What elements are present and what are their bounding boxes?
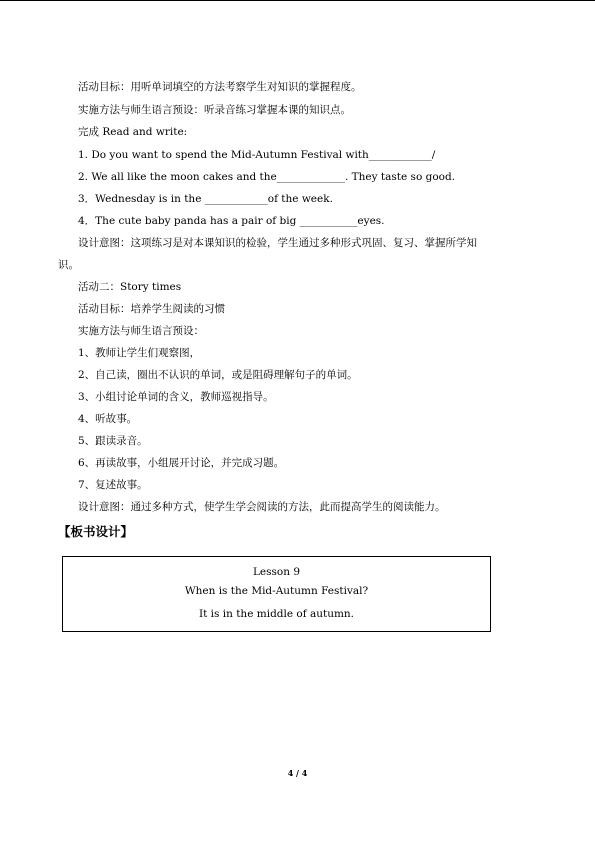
- text-line: 实施方法与师生语言预设：: [78, 325, 204, 337]
- text-line: 活动目标：用听单词填空的方法考察学生对知识的掌握程度。: [78, 81, 362, 93]
- step-item: 7、复述故事。: [78, 479, 148, 491]
- board-question: When is the Mid-Autumn Festival?: [184, 585, 369, 597]
- exercise-item: 2. We all like the moon cakes and the_____________. They taste so good.: [78, 171, 456, 183]
- exercise-item: 4．The cute baby panda has a pair of big ___________eyes.: [78, 215, 385, 227]
- exercise-item: 1. Do you want to spend the Mid-Autumn Festival with____________/: [78, 149, 436, 161]
- step-item: 2、自己读，圈出不认识的单词，或是阻碍理解句子的单词。: [78, 369, 358, 381]
- board-answer: It is in the middle of autumn.: [198, 608, 355, 620]
- text-line: 识。: [58, 259, 79, 271]
- step-item: 6、再读故事，小组展开讨论，并完成习题。: [78, 457, 285, 469]
- board-lesson: Lesson 9: [252, 566, 301, 578]
- text-line: 设计意图：这项练习是对本课知识的检验，学生通过多种形式巩固、复习、掌握所学知: [78, 237, 477, 249]
- text-line: 完成 Read and write:: [78, 126, 188, 138]
- step-item: 3、小组讨论单词的含义，教师巡视指导。: [78, 391, 274, 403]
- page-number: 4 / 4: [287, 768, 308, 778]
- section-heading: 【板书设计】: [58, 524, 134, 539]
- step-item: 1、教师让学生们观察图，: [78, 347, 201, 359]
- step-item: 5、跟读录音。: [78, 435, 148, 447]
- step-item: 4、听故事。: [78, 413, 138, 425]
- text-line: 设计意图：通过多种方式，使学生学会阅读的方法，此而提高学生的阅读能力。: [78, 501, 446, 513]
- text-line: 活动目标：培养学生阅读的习惯: [78, 303, 225, 315]
- top-rule: [0, 0, 595, 1]
- activity-title: 活动二：Story times: [78, 281, 182, 293]
- board-design-box: [62, 556, 491, 632]
- exercise-item: 3．Wednesday is in the ____________of the week.: [78, 193, 333, 205]
- text-line: 实施方法与师生语言预设：听录音练习掌握本课的知识点。: [78, 104, 351, 116]
